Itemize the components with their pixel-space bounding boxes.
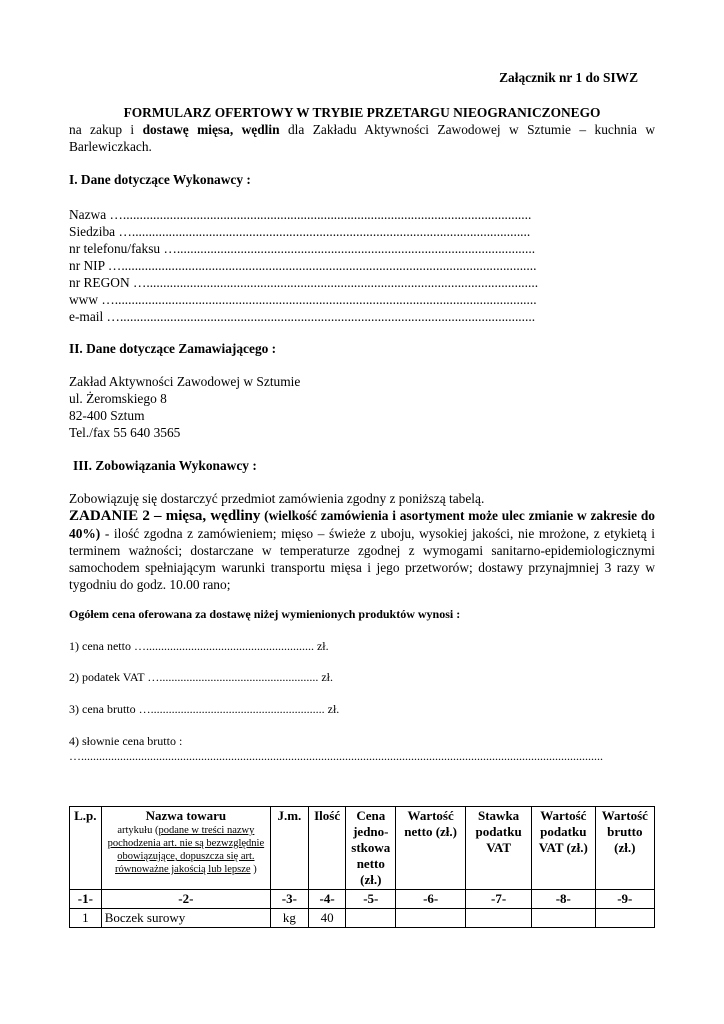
price-gross[interactable]: 3) cena brutto ….......................................................... zł. [69,702,340,716]
col-name-note [105,824,267,876]
field-name[interactable]: Nazwa ….......................................................................................................................... [69,207,532,222]
price-words-label: 4) słownie cena brutto : [69,734,183,748]
buyer-city: 82-400 Sztum [69,408,145,423]
table-number-row [70,890,655,909]
buyer-address [69,373,300,441]
field-www[interactable]: www ….............................................................................................................................. [69,292,537,307]
col-name-title: Nazwa towaru [145,808,227,823]
cell-quantity: 40 [308,909,346,928]
field-email[interactable]: e-mail …............................................................................................................................ [69,309,536,324]
col-value-net: Wartość netto (zł.) [396,807,466,890]
intro-bold: dostawę mięsa, wędlin [142,122,280,137]
col-name-note-b: ) [250,864,257,875]
col-number: -5- [346,890,396,909]
col-gross: Wartość brutto (zł.) [595,807,654,890]
table-header-row [70,807,655,890]
intro-paragraph [69,121,655,155]
price-words-line[interactable]: ….............................................................................................................................................................................. [69,749,603,763]
buyer-name: Zakład Aktywności Zawodowej w Sztumie [69,374,301,389]
cell-vat-rate[interactable] [466,909,532,928]
col-name [101,807,270,890]
field-phone[interactable]: nr telefonu/faksu …........................................................................................................... [69,241,536,256]
price-net[interactable]: 1) cena netto …........................................................ zł. [69,639,329,653]
form-title: FORMULARZ OFERTOWY W TRYBIE PRZETARGU NIEOGRANICZONEGO [123,105,601,120]
goods-table [69,806,655,928]
price-vat[interactable]: 2) podatek VAT …..................................................... zł. [69,670,333,684]
field-regon[interactable]: nr REGON …..................................................................................................................... [69,275,539,290]
col-number: -2- [101,890,270,909]
cell-vat-value[interactable] [531,909,595,928]
task-scope: (wielkość zamówienia i asortyment może ulec zmianie w zakresie do 40%) [69,508,655,541]
task-title: ZADANIE 2 – mięsa, wędliny [69,508,261,524]
buyer-phone: Tel./fax 55 640 3565 [69,425,181,440]
commitment-text: Zobowiązuję się dostarczyć przedmiot zamówienia zgodny z poniższą tabelą. [69,491,485,506]
task-paragraph [69,507,655,593]
col-number: -3- [271,890,309,909]
attachment-label: Załącznik nr 1 do SIWZ [499,70,638,85]
section-contractor-heading: I. Dane dotyczące Wykonawcy : [69,172,251,187]
col-number: -4- [308,890,346,909]
col-number: -6- [396,890,466,909]
field-address[interactable]: Siedziba …....................................................................................................................... [69,224,531,239]
section-buyer-heading: II. Dane dotyczące Zamawiającego : [69,341,277,356]
price-heading: Ogółem cena oferowana za dostawę niżej wymienionych produktów wynosi : [69,607,461,621]
cell-product-name: Boczek surowy [101,909,270,928]
cell-gross-value[interactable] [595,909,654,928]
contractor-fields [69,206,579,325]
section-obligations-heading: III. Zobowiązania Wykonawcy : [73,458,257,473]
col-number: -7- [466,890,532,909]
col-jm: J.m. [271,807,309,890]
col-vat-rate: Stawka podatku VAT [466,807,532,890]
col-number: -9- [595,890,654,909]
col-name-note-a: artykułu ( [117,825,159,836]
col-lp: L.p. [70,807,102,890]
col-number: -1- [70,890,102,909]
cell-unit-net-price[interactable] [346,909,396,928]
intro-text-1: na zakup i [69,122,143,137]
cell-net-value[interactable] [396,909,466,928]
intro-text-2: dla Zakładu Aktywności Zawodowej w Sztumie – kuchnia w Barlewiczkach. [69,122,655,154]
col-qty: Ilość [308,807,346,890]
col-name-note-u: podane w treści nazwy pochodzenia art. nie są bezwzględnie obowiązujące, dopuszcza się art. równoważne jakością lub lepsze [107,825,265,875]
cell-lp: 1 [70,909,102,928]
col-number: -8- [531,890,595,909]
table-row [70,909,655,928]
task-description: - ilość zgodna z zamówieniem; mięso – świeże z uboju, wysokiej jakości, nie mrożone, z etykietą i terminem ważności; dostarczane w temperaturze zgodnej z wymogami sanitarno-epidemiologicznymi samochodem spełniającym warunki transportu mięsa i jego przetworów; dostawy przynajmniej 3 razy w tygodniu do godz. 10.00 rano; [69,526,655,592]
col-vat-value: Wartość podatku VAT (zł.) [531,807,595,890]
field-nip[interactable]: nr NIP …............................................................................................................................ [69,258,537,273]
cell-unit: kg [271,909,309,928]
buyer-street: ul. Żeromskiego 8 [69,391,167,406]
col-unit-net: Cena jedno-stkowa netto (zł.) [346,807,396,890]
